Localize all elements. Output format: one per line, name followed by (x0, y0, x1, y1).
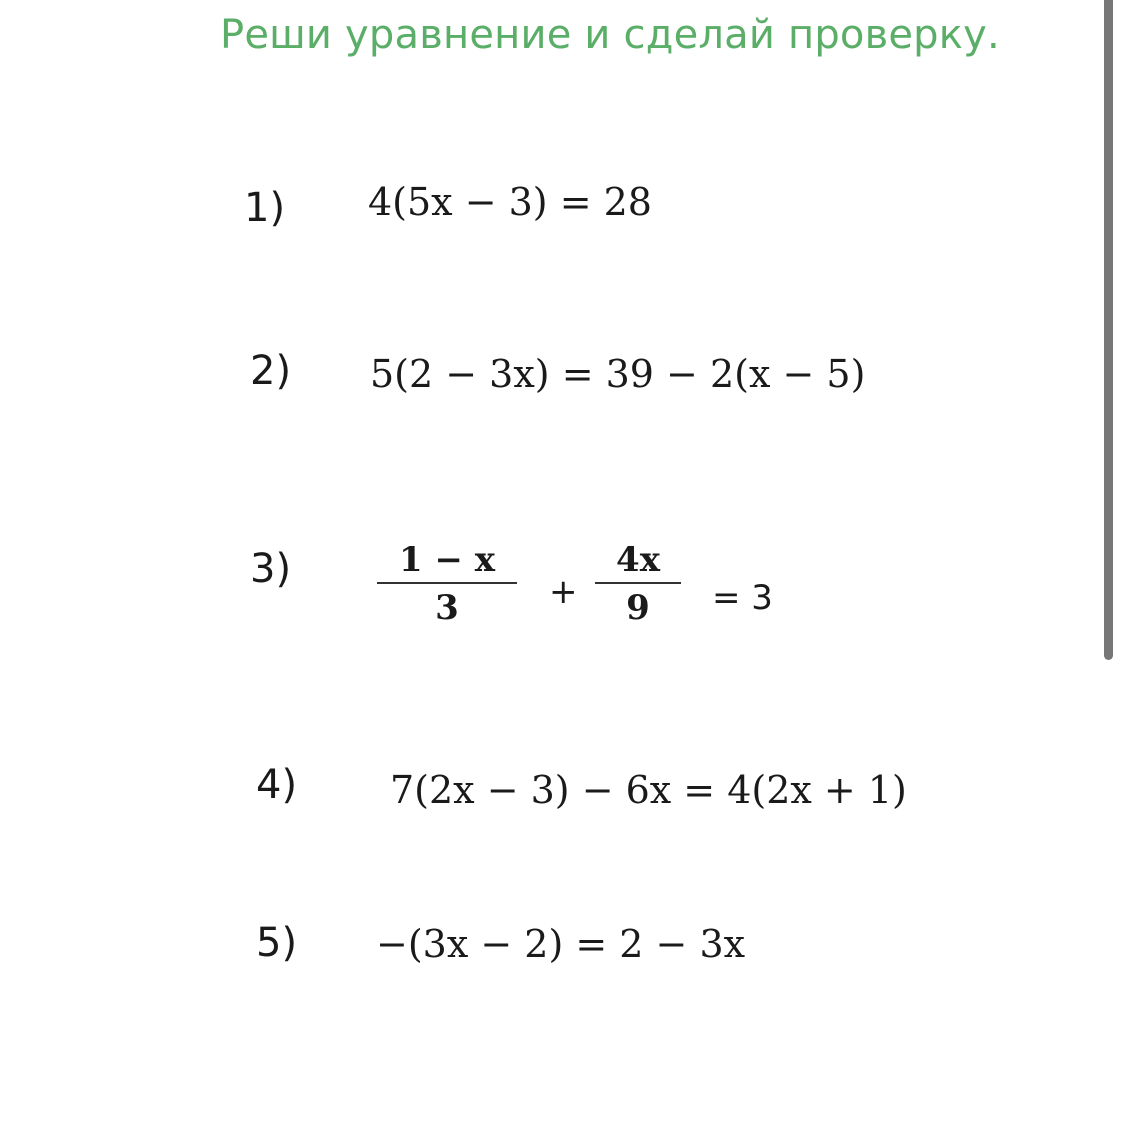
task-4-number: 4) (256, 762, 298, 808)
task-3-number: 3) (250, 546, 292, 592)
task-3-fraction-1 (377, 540, 517, 628)
page-title: Реши уравнение и сделай проверку. (220, 12, 1000, 58)
task-1-equation: 4(5x − 3) = 28 (368, 180, 652, 224)
task-3-fraction-2 (595, 540, 681, 628)
task-3-fraction-2-numerator: 4x (616, 540, 660, 580)
task-3-right-side: = 3 (712, 578, 773, 618)
task-3-fraction-2-denominator: 9 (626, 588, 650, 628)
fraction-bar (595, 582, 681, 584)
task-3-plus-sign: + (549, 572, 578, 612)
task-4-equation: 7(2x − 3) − 6x = 4(2x + 1) (390, 768, 907, 812)
task-1-number: 1) (244, 185, 286, 231)
task-5-number: 5) (256, 920, 298, 966)
fraction-bar (377, 582, 517, 584)
vertical-scrollbar[interactable] (1104, 0, 1113, 660)
task-2-equation: 5(2 − 3x) = 39 − 2(x − 5) (370, 352, 866, 396)
task-3-fraction-1-numerator: 1 − x (398, 540, 496, 580)
task-2-number: 2) (250, 348, 292, 394)
task-3-fraction-1-denominator: 3 (435, 588, 459, 628)
task-5-equation: −(3x − 2) = 2 − 3x (376, 922, 746, 966)
